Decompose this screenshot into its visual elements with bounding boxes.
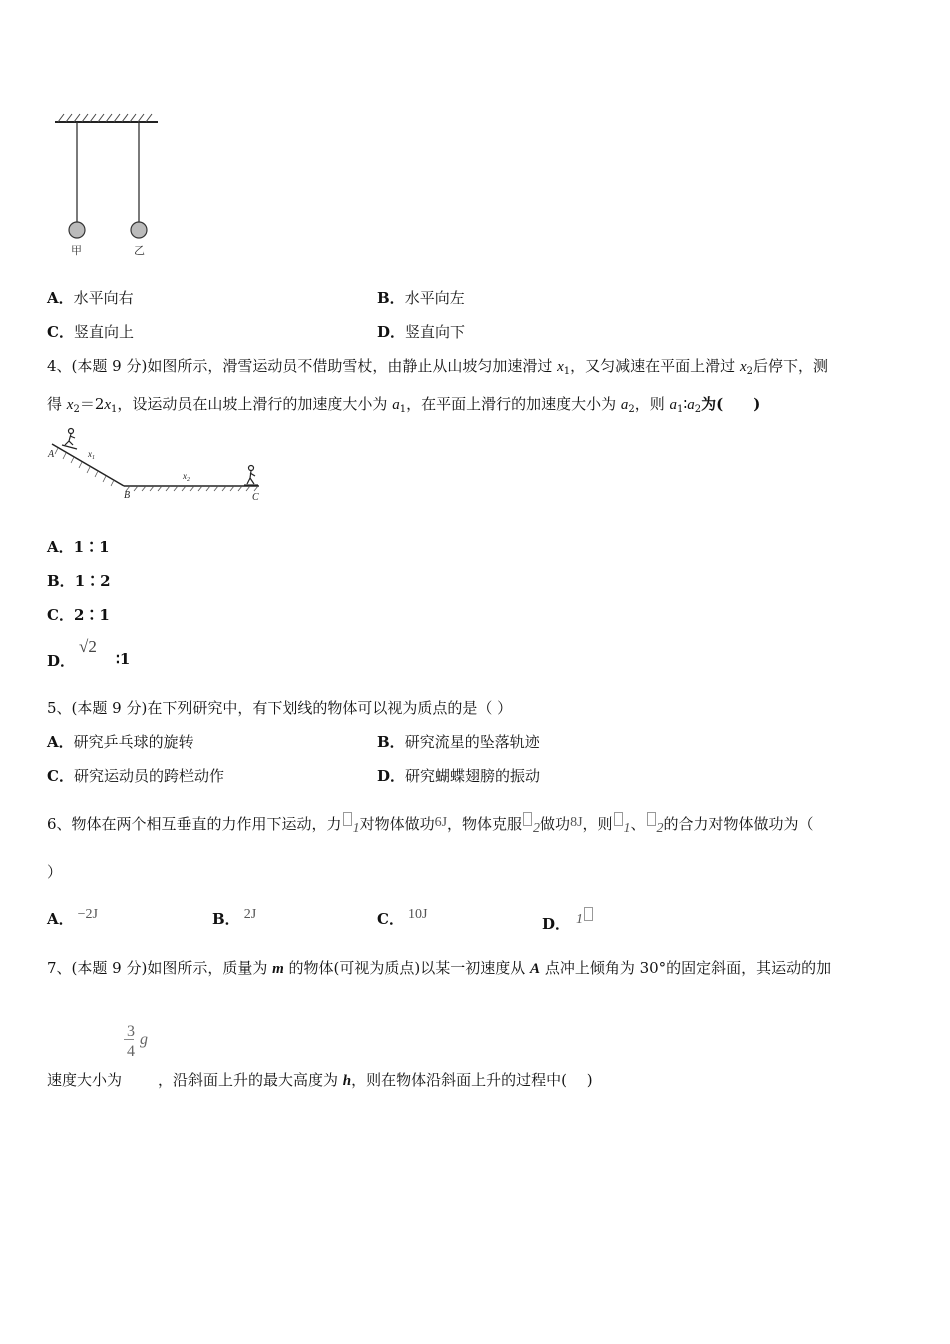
ski-slope-figure: [44, 424, 268, 504]
q5-option-d: D．研究蝴蝶翅膀的振动: [377, 767, 541, 785]
q3-option-b: B．水平向左: [377, 289, 465, 307]
q6-option-d: D． 1: [542, 907, 594, 934]
svg-text:x2: $x_2$: [183, 471, 190, 483]
q4-stem-line1: 4、(本题 9 分)如图所示，滑雪运动员不借助雪杖，由静止从山坡匀加速滑过 $x_1$，又匀减速在平面上滑过 $x_2$后停下，测: [47, 357, 828, 377]
q6-option-b: B． 2J: [212, 907, 257, 928]
q5-option-c: C．研究运动员的跨栏动作: [47, 767, 224, 785]
q7-stem-line2: 速度大小为 3 4 g ，沿斜面上升的最大高度为 h，则在物体沿斜面上升的过程中( ): [47, 1045, 593, 1095]
q6-option-a: A． −2J: [47, 907, 98, 928]
q3-option-c: C．竖直向上: [47, 323, 134, 341]
svg-text:C: C: [252, 492, 259, 503]
q5-option-a: A．研究乒乓球的旋转: [47, 733, 194, 751]
q4-stem-line2: 得 $x_2=2x_1$，设运动员在山坡上滑行的加速度大小为 $a_1$，在平面上滑行的加速度大小为 $a_2$，则 $a_1∶a_2$为( ): [47, 395, 761, 415]
q3-option-a: A．水平向右: [47, 289, 134, 307]
svg-text:B: B: [124, 490, 131, 501]
pendulum-label-b: 乙: [134, 244, 145, 257]
q3-option-d: D．竖直向下: [377, 323, 466, 341]
skier-bottom-icon: [244, 466, 258, 486]
pendulum-label-a: 甲: [71, 244, 82, 257]
q4-option-b: B．1∶2: [47, 572, 111, 590]
svg-text:x1: $x_1$: [88, 449, 95, 461]
pendulum-figure: [50, 108, 165, 258]
q6-stem: 6、物体在两个相互垂直的力作用下运动，力 $_1$对物体做功6J，物体克服 $_2$做功8J，则 $_1$、 $_2$的合力对物体做功为（: [47, 812, 814, 834]
q4-option-d: D．: [47, 652, 76, 670]
q6-option-c: C． 10J: [377, 907, 428, 928]
q4-option-d-text: ∶1: [116, 650, 131, 668]
q7-stem-line1: 7、(本题 9 分)如图所示，质量为 m 的物体(可视为质点)以某一初速度从 A 点冲上倾角为 30°的固定斜面，其运动的加: [47, 959, 832, 977]
q7-fraction: 3 4 g: [124, 1045, 154, 1095]
skier-top-icon: [62, 429, 77, 450]
q4-option-d-sqrt: √2: [79, 637, 97, 656]
svg-text:A: A: [48, 449, 55, 460]
q5-stem: 5、(本题 9 分)在下列研究中，有下划线的物体可以视为质点的是（ ）: [47, 699, 513, 717]
q4-option-c: C．2∶1: [47, 606, 110, 624]
q6-close-paren: ）: [47, 863, 63, 881]
q5-option-b: B．研究流星的坠落轨迹: [377, 733, 540, 751]
q4-option-a: A．1∶1: [47, 538, 110, 556]
